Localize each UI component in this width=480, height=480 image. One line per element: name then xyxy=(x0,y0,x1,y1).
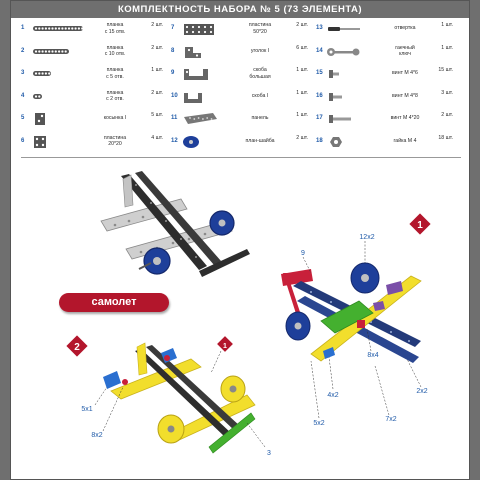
part-number: 13 xyxy=(316,25,323,31)
step-reference-number: 1 xyxy=(223,343,227,350)
parts-list xyxy=(21,18,461,156)
part-name: панель xyxy=(251,115,269,121)
part-number: 9 xyxy=(171,70,175,76)
short-strip-icon xyxy=(31,66,87,84)
part-row xyxy=(21,108,171,130)
step-2-assembly xyxy=(95,343,265,453)
part-row xyxy=(316,108,461,130)
part-name: гайка М 4 xyxy=(393,137,417,144)
part-quantity: 1 шт. xyxy=(296,112,308,118)
screw-short-icon xyxy=(326,66,382,84)
part-row xyxy=(21,86,171,108)
screwdriver-icon xyxy=(326,21,382,39)
nut-icon xyxy=(326,134,382,152)
part-number: 6 xyxy=(21,137,25,144)
bracket-icon xyxy=(181,89,237,107)
part-row xyxy=(171,131,316,153)
part-name: планка с 5 отв. xyxy=(106,67,124,80)
part-quantity: 1 шт. xyxy=(441,22,453,28)
part-row xyxy=(171,86,316,108)
part-name: скоба I xyxy=(251,92,269,99)
plate-icon xyxy=(181,21,237,39)
part-quantity: 5 шт. xyxy=(151,112,163,118)
step-2-number: 2 xyxy=(74,342,80,353)
part-row xyxy=(21,41,171,63)
part-row xyxy=(21,131,171,153)
finished-airplane-model xyxy=(101,171,250,277)
strip-icon xyxy=(31,44,87,62)
part-row xyxy=(316,63,461,85)
part-quantity: 2 шт. xyxy=(296,134,308,141)
part-number: 7 xyxy=(171,25,175,31)
kit-contents-title: КОМПЛЕКТНОСТЬ НАБОРА № 5 (73 ЭЛЕМЕНТА) xyxy=(11,1,469,18)
part-row xyxy=(171,108,316,130)
part-row xyxy=(316,131,461,153)
assembly-illustration xyxy=(11,161,469,479)
part-row xyxy=(21,63,171,85)
part-number: 1 xyxy=(21,25,25,31)
part-number: 5 xyxy=(21,115,25,121)
part-name: пластина 20*20 xyxy=(103,134,127,147)
part-quantity: 2 шт. xyxy=(151,89,163,96)
callout-label: 3 xyxy=(267,450,271,457)
part-quantity: 2 шт. xyxy=(151,22,163,28)
screw-long-icon xyxy=(326,111,382,129)
gusset-icon xyxy=(31,111,87,129)
part-row xyxy=(316,41,461,63)
part-number: 11 xyxy=(171,115,178,121)
instruction-sheet xyxy=(10,0,470,480)
callout-label: 8x2 xyxy=(91,432,103,439)
part-number: 14 xyxy=(316,47,323,54)
part-name: винт М 4*20 xyxy=(390,115,420,121)
part-number: 16 xyxy=(316,92,323,99)
part-number: 17 xyxy=(316,115,323,121)
part-quantity: 4 шт. xyxy=(151,134,163,141)
step-1-assembly xyxy=(281,241,421,418)
callout-label: 12x2 xyxy=(359,234,375,241)
part-name: планка с 2 отв. xyxy=(106,89,124,102)
part-number: 15 xyxy=(316,70,323,76)
part-row xyxy=(171,41,316,63)
panel-icon xyxy=(181,111,237,129)
plan-washer-icon xyxy=(181,134,237,152)
part-name: отвертка xyxy=(394,25,416,31)
part-quantity: 3 шт. xyxy=(441,89,453,96)
part-name: косынка I xyxy=(103,115,127,121)
part-quantity: 1 шт. xyxy=(296,89,308,96)
callout-label: 7x2 xyxy=(385,416,397,423)
part-name: скоба большая xyxy=(249,67,271,80)
part-number: 3 xyxy=(21,70,25,76)
part-quantity: 1 шт. xyxy=(441,44,453,51)
part-number: 12 xyxy=(171,137,178,144)
long-strip-icon xyxy=(31,21,87,39)
step-1-number: 1 xyxy=(417,220,423,231)
part-quantity: 15 шт. xyxy=(438,67,453,73)
part-name: планка с 10 отв. xyxy=(104,44,126,57)
part-name: винт М 4*8 xyxy=(392,92,418,99)
part-name: уголок I xyxy=(250,47,270,54)
callout-label: 5x1 xyxy=(81,406,93,413)
part-row xyxy=(171,18,316,40)
part-name: винт М 4*6 xyxy=(392,70,418,76)
callout-label: 5x2 xyxy=(313,420,325,427)
callout-label: 4x2 xyxy=(327,392,339,399)
callout-label: 8x4 xyxy=(367,352,379,359)
part-name: план-шайба xyxy=(245,137,275,144)
part-number: 2 xyxy=(21,47,25,54)
part-row xyxy=(171,63,316,85)
part-row xyxy=(316,18,461,40)
part-number: 18 xyxy=(316,137,323,144)
part-quantity: 2 шт. xyxy=(441,112,453,118)
angle-icon xyxy=(181,44,237,62)
part-quantity: 2 шт. xyxy=(151,44,163,51)
callout-label: 9 xyxy=(301,250,305,257)
part-number: 10 xyxy=(171,92,178,99)
tiny-strip-icon xyxy=(31,89,87,107)
part-quantity: 1 шт. xyxy=(296,67,308,73)
part-quantity: 18 шт. xyxy=(438,134,453,141)
part-quantity: 6 шт. xyxy=(296,44,308,51)
part-row xyxy=(21,18,171,40)
part-number: 8 xyxy=(171,47,175,54)
airplane-nameplate: самолет xyxy=(59,293,169,312)
large-bracket-icon xyxy=(181,66,237,84)
part-name: планка с 15 отв. xyxy=(104,22,126,35)
wrench-icon xyxy=(326,44,382,62)
screw-medium-icon xyxy=(326,89,382,107)
part-row xyxy=(316,86,461,108)
assembly-area xyxy=(11,161,469,479)
part-name: гаечный ключ xyxy=(395,44,415,57)
part-name: пластина 50*20 xyxy=(248,22,272,35)
part-quantity: 2 шт. xyxy=(296,22,308,28)
part-number: 4 xyxy=(21,92,25,99)
callout-label: 2x2 xyxy=(416,388,428,395)
section-divider xyxy=(21,157,461,158)
square-plate-icon xyxy=(31,134,87,152)
part-quantity: 1 шт. xyxy=(151,67,163,73)
